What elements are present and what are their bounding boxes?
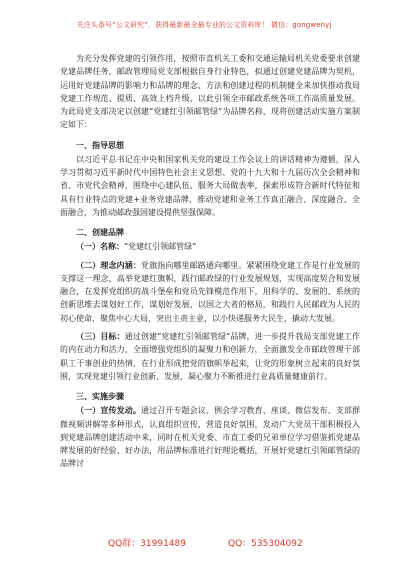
brand-concept-text: 党旗指向哪里邮路通向哪里。紧紧围绕党建工作是行业发展的支撑这一理念，高举党建红旗帜，践行邮政绿的行业发展规划，实现高度契合和发展融合，在发挥党组织的战斗堡垒和党员先锋模范作用下，用科学的、发展的、系统的创新思维去谋划好工作，谋划好发展，以国之大者的格局，和践行人民邮政为人民的初心使命，聚焦中心大局，突出主责主业，以小快递服务大民生，撬动大发展。 <box>60 260 361 323</box>
qq-number: QQ：535304092 <box>228 539 303 549</box>
brand-name-value: “党建红引领邮管绿” <box>124 242 197 252</box>
section-title-brand: 二、创建品牌 <box>76 227 124 238</box>
guiding-paragraph: 以习近平总书记在中央和国家机关党的建设工作会议上的讲话精神为遵循，深入学习贯彻习近平新时代中国特色社会主义思想、党的十九大和十九届历次全会精神和省、市党代会精神，围绕中心建队伍、服务大局做表率，探索形成符合新时代特征和具有行业特点的党建+业务党建品牌，推动党建和业务工作真正融合、深度融合、全面融合，为推动邮政强国建设提供坚强保障。 <box>60 154 360 217</box>
intro-paragraph: 为充分发挥党建的引领作用，按照市直机关工委和交通运输局机关党委要求创建党建品牌任务，邮政管理局党支部根据自身行业特色，拟通过创建党建品牌为契机，运用好党建品牌的影响力和品牌的理念、方法和创建过程的机制健全来加快推动我局党建工作规范、提质、高效上档升级，以此引领全市邮政系统各项工作高质量发展。为此局党支部决定以创建“党建红引领邮管绿”为品牌名称，现将创建活动实施方案制定如下： <box>60 54 360 130</box>
brand-name-paragraph <box>60 240 360 253</box>
step-publicity-text: 通过召开专题会议、例会学习教育、座谈、微信发布、支部群微视频讲解等多种形式，认真组织宣传，营造良好氛围，发动广大党员干部积极投入到党建品牌创建活动中来，同时在机关党委、市直工委的兄弟单位学习借鉴抓党建品牌发展的好经验、好办法，用品牌标准进行好理论概括，开展好党建红引领邮管绿的品牌讨 <box>60 406 361 469</box>
step-publicity-paragraph <box>60 404 360 470</box>
brand-goal-text: 通过创建“党建红引领邮管绿”品牌，进一步提升我局支部党建工作的内在动力和活力，全面增强党组织的凝聚力和创新力，全面激发全市邮政管理干部职工干事创业的热情，在行业形成把党的旗帜举起来，让党的形象树立起来的良好氛围，实现党建引领行业创新、发展，凝心聚力不断推进行业高质量健康前行。 <box>60 332 360 381</box>
section-title-guiding: 一、指导思想 <box>76 139 124 150</box>
step-publicity-label: （一）宣传发动。 <box>76 405 141 416</box>
brand-concept-paragraph <box>60 259 360 325</box>
section-title-steps: 三、实施步骤 <box>76 391 124 402</box>
brand-concept-label: （二）理念内涵： <box>76 259 141 270</box>
brand-goal-label: （三）目标： <box>76 331 125 342</box>
brand-goal-paragraph <box>60 330 360 383</box>
qq-group-number: QQ群：31991489 <box>108 539 186 549</box>
header-banner: 关注头条号“公文研究”，获得最新最全最专业的公文资料库！ 微信：gongwenyj <box>76 21 332 29</box>
brand-name-label: （一）名称： <box>76 241 124 252</box>
document-body <box>60 52 360 471</box>
